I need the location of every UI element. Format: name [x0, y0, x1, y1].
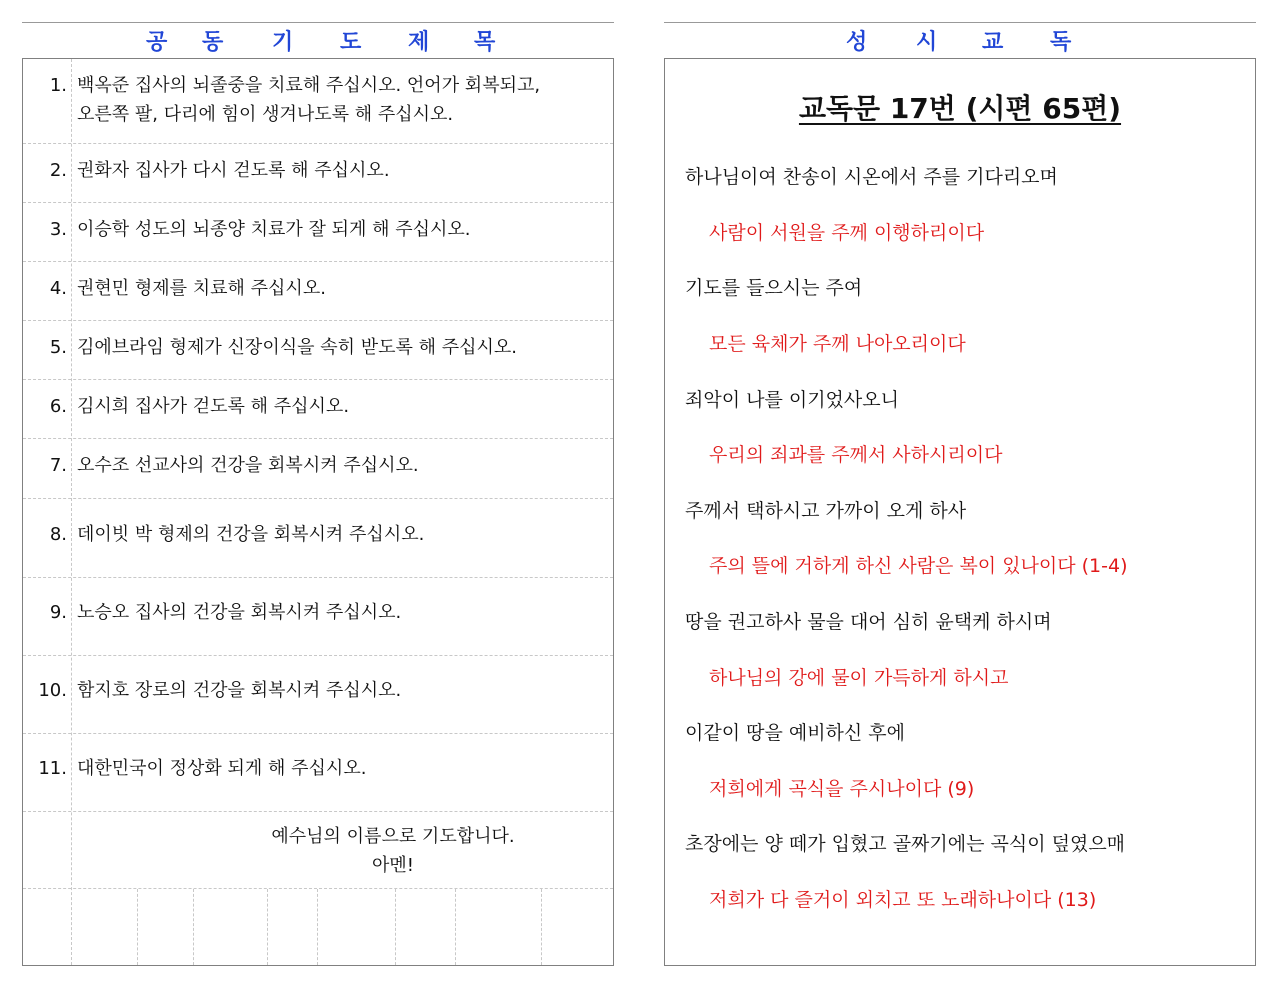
response-line: 주의 뜰에 거하게 하신 사람은 복이 있나이다 (1-4)	[709, 555, 1128, 577]
prayer-item-text: 김시희 집사가 걷도록 해 주십시오.	[77, 396, 350, 417]
reading-title-text: 교독문 17번 (시편 65편)	[798, 92, 1122, 125]
response-line: 모든 육체가 주께 나아오리이다	[709, 333, 966, 355]
prayer-item	[23, 321, 613, 380]
leader-line: 이같이 땅을 예비하신 후에	[685, 722, 906, 744]
prayer-item	[23, 262, 613, 321]
prayer-item	[23, 144, 613, 203]
prayer-item	[23, 439, 613, 499]
prayer-heading-char: 도	[340, 30, 362, 55]
prayer-item-text: 김에브라임 형제가 신장이식을 속히 받도록 해 주십시오.	[77, 337, 517, 358]
grid-line	[455, 889, 456, 965]
grid-line	[317, 889, 318, 965]
prayer-item-number: 4.	[49, 278, 67, 299]
reading-heading-char: 성	[846, 30, 868, 55]
prayer-item-line: 백옥준 집사의 뇌졸중을 치료해 주십시오. 언어가 회복되고,	[77, 75, 541, 96]
leader-line: 기도를 들으시는 주여	[685, 277, 863, 299]
prayer-list	[22, 58, 614, 966]
prayer-item	[23, 734, 613, 812]
prayer-heading-char: 기	[272, 30, 294, 55]
prayer-item-number: 7.	[49, 455, 67, 476]
prayer-item	[23, 499, 613, 578]
reading-heading-char: 독	[1050, 30, 1072, 55]
closing-line: 예수님의 이름으로 기도합니다.	[271, 826, 515, 847]
prayer-item	[23, 578, 613, 656]
prayer-item-number: 3.	[49, 219, 67, 240]
prayer-item-number: 10.	[38, 680, 67, 701]
closing-prayer	[243, 822, 543, 880]
response-line: 우리의 죄과를 주께서 사하시리이다	[709, 444, 1003, 466]
prayer-item	[23, 59, 613, 144]
prayer-item-text: 권화자 집사가 다시 걷도록 해 주십시오.	[77, 160, 390, 181]
prayer-item-number: 11.	[38, 758, 67, 779]
prayer-item-text: 권현민 형제를 치료해 주십시오.	[77, 278, 326, 299]
prayer-item-text: 노승오 집사의 건강을 회복시켜 주십시오.	[77, 602, 402, 623]
reading-heading-char: 교	[982, 30, 1004, 55]
grid-line	[137, 889, 138, 965]
closing-row	[23, 812, 613, 889]
prayer-heading-char: 제	[408, 30, 430, 55]
leader-line: 주께서 택하시고 가까이 오게 하사	[685, 500, 967, 522]
prayer-item-text	[77, 71, 593, 129]
prayer-item	[23, 656, 613, 734]
grid-line	[267, 889, 268, 965]
grid-line	[541, 889, 542, 965]
response-line: 저희에게 곡식을 주시나이다 (9)	[709, 778, 975, 800]
prayer-item-number: 8.	[49, 524, 67, 545]
prayer-item-number: 2.	[49, 160, 67, 181]
prayer-item-number: 6.	[49, 396, 67, 417]
prayer-heading-char: 동	[202, 30, 224, 55]
prayer-item-text: 대한민국이 정상화 되게 해 주십시오.	[77, 758, 367, 779]
responsive-reading	[664, 58, 1256, 966]
prayer-item-text: 함지호 장로의 건강을 회복시켜 주십시오.	[77, 680, 402, 701]
leader-line: 하나님이여 찬송이 시온에서 주를 기다리오며	[685, 166, 1058, 188]
response-line: 사람이 서원을 주께 이행하리이다	[709, 222, 985, 244]
prayer-heading	[22, 22, 614, 57]
leader-line: 죄악이 나를 이기었사오니	[685, 389, 899, 411]
reading-title	[665, 87, 1255, 127]
prayer-item-number: 1.	[49, 75, 67, 96]
reading-heading-char: 시	[916, 30, 938, 55]
leader-line: 초장에는 양 떼가 입혔고 골짜기에는 곡식이 덮였으매	[685, 833, 1126, 855]
grid-line	[193, 889, 194, 965]
prayer-item-number: 9.	[49, 602, 67, 623]
prayer-item-text: 데이빗 박 형제의 건강을 회복시켜 주십시오.	[77, 524, 425, 545]
prayer-heading-char: 공	[146, 30, 168, 55]
prayer-item-number: 5.	[49, 337, 67, 358]
prayer-item-text: 이승학 성도의 뇌종양 치료가 잘 되게 해 주십시오.	[77, 219, 471, 240]
prayer-item-text: 오수조 선교사의 건강을 회복시켜 주십시오.	[77, 455, 419, 476]
prayer-heading-char: 목	[474, 30, 496, 55]
empty-grid	[23, 889, 613, 965]
closing-amen: 아멘!	[372, 855, 414, 876]
response-line: 저희가 다 즐거이 외치고 또 노래하나이다 (13)	[709, 889, 1097, 911]
prayer-item	[23, 203, 613, 262]
grid-line	[395, 889, 396, 965]
prayer-item-line: 오른쪽 팔, 다리에 힘이 생겨나도록 해 주십시오.	[77, 104, 454, 125]
response-line: 하나님의 강에 물이 가득하게 하시고	[709, 667, 1009, 689]
reading-heading	[664, 22, 1256, 57]
leader-line: 땅을 권고하사 물을 대어 심히 윤택케 하시며	[685, 611, 1052, 633]
prayer-item	[23, 380, 613, 439]
